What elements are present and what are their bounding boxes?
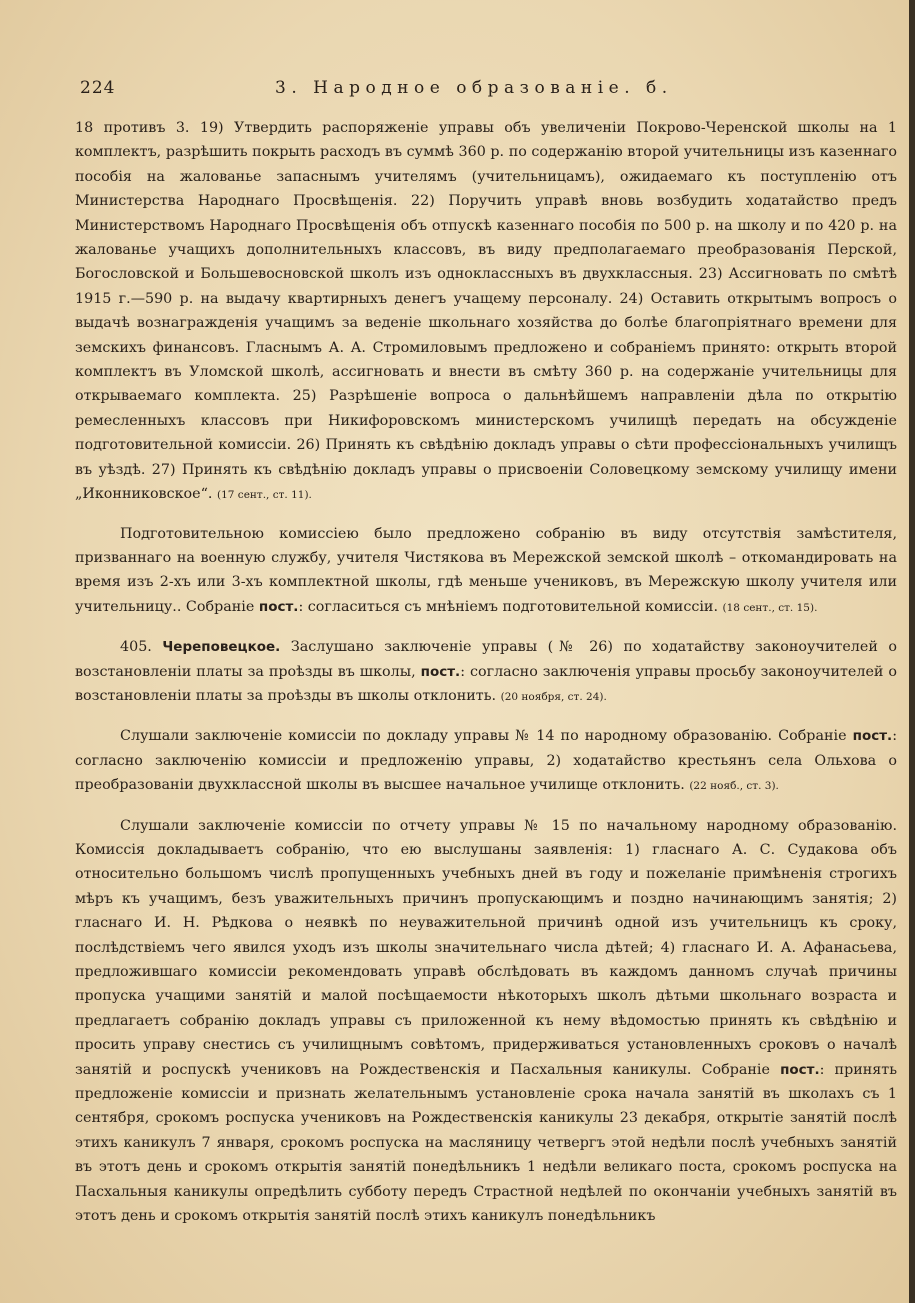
paragraph-3-text: Заслушано заключеніе управы (№ 26) по ходатайству законоучителей о возстановленіи платы за проѣзды въ школы, [75,639,897,680]
session-reference: (20 ноября, ст. 24). [500,690,607,703]
paragraph-1-text: 18 противъ 3. 19) Утвердить распоряженіе управы объ увеличеніи Покрово-Черенской школы на 1 комплектъ, разрѣшить покрыть расходъ въ суммѣ 360 р. по содержанію второй учительницы изъ казеннаго пособія на жалованье запаснымъ учителямъ (учительницамъ), ожидаемаго къ поступленію отъ Министерства Народнаго Просвѣщенія. 22) Поручить управѣ вновь возбудить ходатайство предъ Министерствомъ Народнаго Просвѣщенія объ отпускѣ казеннаго пособія по 500 р. на школу и по 420 р. на жалованье учащихъ дополнительныхъ классовъ, въ виду предполагаемаго преобразованія Перской, Богословской и Большевосновской школъ изъ одноклассныхъ въ двухклассныя. 23) Ассигновать по смѣтѣ 1915 г.—590 р. на выдачу квартирныхъ денегъ учащему персоналу. 24) Оставить открытымъ вопросъ о выдачѣ вознагражденія учащимъ за веденіе школьнаго хозяйства до болѣе благопріятнаго времени для земскихъ финансовъ. Гласнымъ А. А. Стромиловымъ предложено и собраніемъ принято: открыть второй комплектъ въ Уломской школѣ, ассигновать и внести въ смѣту 360 р. на содержаніе учительницы для открываемаго комплекта. 25) Разрѣшеніе вопроса о дальнѣйшемъ направленіи дѣла по открытію ремесленныхъ классовъ при Никифоровскомъ министерскомъ училищѣ передать на обсужденіе подготовительной комиссіи. 26) Принять къ свѣдѣнію докладъ управы о сѣти профессіональныхъ училищъ въ уѣздѣ. 27) Принять къ свѣдѣнію докладъ управы о присвоеніи Соловецкому земскому училищу имени „Иконниковское“. [75,120,897,503]
paragraph-1 [75,116,897,508]
paragraph-5-text: Слушали заключеніе комиссіи по отчету управы № 15 по начальному народному образованію. Комиссія докладываетъ собранію, что ею выслушаны заявленія: 1) гласнаго А. С. Судакова объ относительно большомъ числѣ пропущенныхъ учебныхъ дней въ году и пожеланіе примѣненія строгихъ мѣръ къ учащимъ, безъ уважительныхъ причинъ пропускающимъ и поздно начинающимъ занятія; 2) гласнаго И. Н. Рѣдкова о неявкѣ по неуважительной причинѣ одной изъ учительницъ къ сроку, послѣдствіемъ чего явился уходъ изъ школы значительнаго числа дѣтей; 4) гласнаго И. А. Афанасьева, предложившаго комиссіи рекомендовать управѣ обслѣдовать въ каждомъ данномъ случаѣ причины пропуска учащими занятій и малой посѣщаемости нѣкоторыхъ школъ дѣтьми школьнаго возраста и предлагаетъ собранію докладъ управы съ приложенной къ нему вѣдомостью принять къ свѣдѣнію и просить управу снестись съ училищнымъ совѣтомъ, придерживаться установленныхъ сроковъ о началѣ занятій и роспускѣ учениковъ на Рождественскія и Пасхальныя каникулы. Собраніе [75,817,897,1078]
page-header [80,78,880,108]
paragraph-5 [75,814,897,1229]
paragraph-3-resolution: : согласно заключенія управы просьбу законоучителей о возстановленіи платы за проѣзды въ школы отклонить. [75,663,897,704]
paragraph-4-resolution: : согласно заключенію комиссіи и предложенію управы, 2) ходатайство крестьянъ села Ольхова о преобразованіи двухклассной школы въ высшее начальное училище отклонить. [75,728,898,794]
session-reference: (18 сент., ст. 15). [722,601,818,614]
paragraph-2-resolution: : согласиться съ мнѣніемъ подготовительной комиссіи. [298,598,718,615]
paragraph-4 [75,724,897,798]
district-name: Череповецкое. [162,639,281,656]
resolution-marker: пост. [780,1061,820,1078]
page-body [75,116,897,1243]
book-spine-edge [909,0,915,1303]
paragraph-2 [75,522,897,621]
paragraph-3 [75,635,897,709]
session-reference: (22 нояб., ст. 3). [689,780,779,793]
resolution-marker: пост. [420,663,461,680]
paragraph-5-resolution: : принять предложеніе комиссіи и признать желательнымъ установленіе срока начала занятій въ школахъ съ 1 сентября, срокомъ роспуска учениковъ на Рождественскія каникулы 23 декабря, открытіе занятій послѣ этихъ каникулъ 7 января, срокомъ роспуска на масляницу четвергъ этой недѣли послѣ учебныхъ занятій въ этотъ день и срокомъ открытія занятій понедѣльникъ 1 недѣли великаго поста, срокомъ роспуска на Пасхальныя каникулы опредѣлить субботу передъ Страстной недѣлей по окончаніи учебныхъ занятій въ этотъ день и срокомъ открытія занятій послѣ этихъ каникулъ понедѣльникъ [75,1061,898,1225]
resolution-marker: пост. [258,598,299,615]
running-head: 3. Народное образованіе. б. [275,78,673,98]
page-number: 224 [80,78,116,98]
resolution-marker: пост. [852,728,893,745]
paragraph-2-text: Подготовительною комиссіею было предложено собранію въ виду отсутствія замѣстителя, призваннаго на военную службу, учителя Чистякова въ Мережской земской школѣ – откомандировать на время изъ 2-хъ или 3-хъ комплектной школы, гдѣ меньше учениковъ, въ Мережскую школу учителя или учительницу.. Собраніе [75,525,897,615]
paragraph-4-text: Слушали заключеніе комиссіи по докладу управы № 14 по народному образованію. Собраніе [120,728,847,745]
entry-number: 405. [120,639,152,656]
session-reference: (17 сент., ст. 11). [217,489,312,502]
